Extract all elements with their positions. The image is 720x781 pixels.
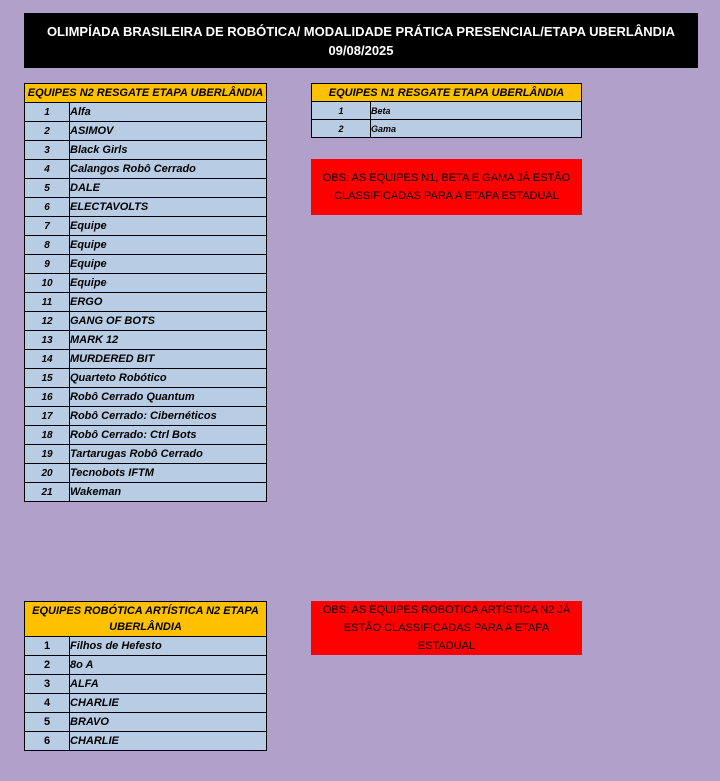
team-name: Equipe (70, 236, 267, 255)
team-name: CHARLIE (70, 732, 267, 751)
table-row (25, 103, 267, 122)
row-number: 18 (25, 426, 70, 445)
table-row (25, 694, 267, 713)
table-row (312, 120, 582, 138)
row-number: 3 (25, 141, 70, 160)
team-name: ALFA (70, 675, 267, 694)
table-row (25, 426, 267, 445)
row-number: 10 (25, 274, 70, 293)
artistica-n2-table (24, 601, 267, 751)
team-name: Equipe (70, 274, 267, 293)
table-row (25, 388, 267, 407)
team-name: GANG OF BOTS (70, 312, 267, 331)
team-name: Quarteto Robótico (70, 369, 267, 388)
team-name: Gama (371, 120, 582, 138)
team-name: BRAVO (70, 713, 267, 732)
row-number: 12 (25, 312, 70, 331)
table-row (25, 122, 267, 141)
table-row (25, 637, 267, 656)
artistica-n2-heading: EQUIPES ROBÓTICA ARTÍSTICA N2 ETAPA UBERLÂNDIA (25, 602, 267, 637)
team-name: MURDERED BIT (70, 350, 267, 369)
row-number: 14 (25, 350, 70, 369)
event-date: 09/08/2025 (328, 42, 394, 58)
table-row (25, 217, 267, 236)
row-number: 1 (25, 103, 70, 122)
row-number: 7 (25, 217, 70, 236)
n2-resgate-table (24, 83, 267, 502)
team-name: Robô Cerrado Quantum (70, 388, 267, 407)
obs-artistica-note: OBS: AS EQUIPES ROBÓTICA ARTÍSTICA N2 JÁ ESTÃO CLASSIFICADAS PARA A ETAPA ESTADUAL (311, 601, 582, 655)
table-row (25, 141, 267, 160)
row-number: 2 (25, 122, 70, 141)
team-name: DALE (70, 179, 267, 198)
row-number: 11 (25, 293, 70, 312)
team-name: Filhos de Hefesto (70, 637, 267, 656)
row-number: 2 (312, 120, 371, 138)
table-row (25, 483, 267, 502)
page-title: OLIMPÍADA BRASILEIRA DE ROBÓTICA/ MODALIDADE PRÁTICA PRESENCIAL/ETAPA UBERLÂNDIA (46, 23, 676, 39)
team-name: Beta (371, 102, 582, 120)
table-row (25, 160, 267, 179)
team-name: Calangos Robô Cerrado (70, 160, 267, 179)
row-number: 5 (25, 713, 70, 732)
team-name: Black Girls (70, 141, 267, 160)
team-name: ELECTAVOLTS (70, 198, 267, 217)
page-header (24, 13, 698, 68)
table-row (25, 464, 267, 483)
table-row (25, 255, 267, 274)
table-row (25, 331, 267, 350)
team-name: Wakeman (70, 483, 267, 502)
table-row (25, 675, 267, 694)
team-name: Alfa (70, 103, 267, 122)
n2-resgate-heading: EQUIPES N2 RESGATE ETAPA UBERLÂNDIA (25, 84, 267, 103)
table-row (25, 293, 267, 312)
team-name: Equipe (70, 217, 267, 236)
table-row (25, 274, 267, 293)
table-row (25, 198, 267, 217)
table-row (25, 656, 267, 675)
team-name: CHARLIE (70, 694, 267, 713)
table-row (25, 179, 267, 198)
obs-n1-note: OBS: AS EQUIPES N1, BETA E GAMA JÁ ESTÃO CLASSIFICADAS PARA A ETAPA ESTADUAL (311, 159, 582, 215)
row-number: 19 (25, 445, 70, 464)
table-row (25, 407, 267, 426)
row-number: 1 (25, 637, 70, 656)
row-number: 4 (25, 694, 70, 713)
n1-resgate-heading: EQUIPES N1 RESGATE ETAPA UBERLÂNDIA (312, 84, 582, 102)
row-number: 16 (25, 388, 70, 407)
table-row (25, 236, 267, 255)
team-name: Tartarugas Robô Cerrado (70, 445, 267, 464)
row-number: 20 (25, 464, 70, 483)
table-row (25, 350, 267, 369)
table-row (25, 312, 267, 331)
row-number: 6 (25, 732, 70, 751)
row-number: 9 (25, 255, 70, 274)
table-row (312, 102, 582, 120)
table-row (25, 732, 267, 751)
row-number: 1 (312, 102, 371, 120)
table-row (25, 713, 267, 732)
table-row (25, 369, 267, 388)
team-name: Equipe (70, 255, 267, 274)
row-number: 8 (25, 236, 70, 255)
row-number: 17 (25, 407, 70, 426)
row-number: 6 (25, 198, 70, 217)
team-name: Robô Cerrado: Ctrl Bots (70, 426, 267, 445)
row-number: 15 (25, 369, 70, 388)
team-name: 8o A (70, 656, 267, 675)
team-name: MARK 12 (70, 331, 267, 350)
row-number: 4 (25, 160, 70, 179)
team-name: Robô Cerrado: Cibernéticos (70, 407, 267, 426)
row-number: 3 (25, 675, 70, 694)
row-number: 2 (25, 656, 70, 675)
row-number: 5 (25, 179, 70, 198)
row-number: 21 (25, 483, 70, 502)
n1-resgate-table (311, 83, 582, 138)
row-number: 13 (25, 331, 70, 350)
team-name: ERGO (70, 293, 267, 312)
team-name: ASIMOV (70, 122, 267, 141)
team-name: Tecnobots IFTM (70, 464, 267, 483)
table-row (25, 445, 267, 464)
